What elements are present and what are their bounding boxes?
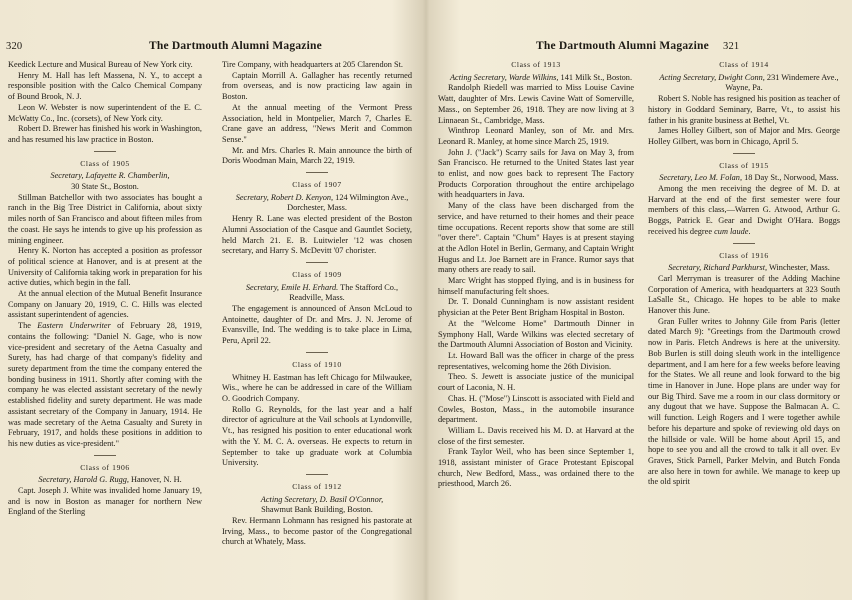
- divider: [306, 474, 328, 475]
- paragraph: Henry K. Norton has accepted a position as professor of political science at Hanover, and is at present at the University of California taking work in preparation for his active duties, which begin in the fall.: [8, 246, 202, 288]
- secretary-name: Acting Secretary, Warde Wilkins,: [449, 72, 559, 82]
- paragraph: Leon W. Webster is now superintendent of the E. C. McWatty Co., Inc. (corsets), of New York city.: [8, 102, 202, 123]
- paragraph: [648, 184, 840, 238]
- divider: [306, 352, 328, 353]
- secretary-address: Winchester, Mass.: [767, 263, 830, 273]
- paragraph: Dr. T. Donald Cunningham is now assistant resident physician at the Peter Bent Brigham Hospital in Boston.: [438, 297, 634, 318]
- secretary-address: The Stafford Co., Readville, Mass.: [289, 282, 399, 303]
- publication-title: Eastern Underwriter: [37, 321, 111, 331]
- divider: [94, 455, 116, 456]
- right-column-2: [648, 60, 840, 488]
- emphasis: cum laude: [714, 226, 749, 236]
- class-secretary: [438, 73, 634, 84]
- secretary-name: Secretary, Harold G. Rugg,: [38, 475, 129, 485]
- class-heading: Class of 1912: [292, 481, 342, 491]
- paragraph: Capt. Joseph J. White was invalided home January 19, and is now in Boston as manager for northern New England of the Sterling: [8, 486, 202, 517]
- page-number: 321: [723, 41, 740, 52]
- paragraph: Randolph Riedell was married to Miss Louise Cavine Watt, daughter of Mrs. Lewis Cavine Watt of Somerville, Mass., on September 26, 1918. They are now living at 3 Linnaean St., Cambridge, Mass.: [438, 83, 634, 125]
- paragraph: Carl Merryman is treasurer of the Adding Machine Corporation of America, with headquarters at 323 South LaSalle St., Chicago. He hopes to be able to make Hanover this June.: [648, 273, 840, 316]
- paragraph: Robert S. Noble has resigned his position as teacher of history in Goddard Seminary, Barre, Vt., to assist his father in his granite business at Bethel, Vt.: [648, 94, 840, 125]
- class-heading: Class of 1915: [719, 160, 769, 170]
- class-heading: Class of 1914: [719, 60, 769, 69]
- paragraph: At the annual election of the Mutual Benefit Insurance Company on January 20, 1919, C. C. Hills was elected assistant superintendent of agencies.: [8, 289, 202, 320]
- class-secretary: [222, 283, 412, 304]
- class-secretary: [8, 475, 202, 486]
- divider: [94, 151, 116, 152]
- magazine-title: The Dartmouth Alumni Magazine: [149, 40, 322, 52]
- secretary-name: Acting Secretary, D. Basil O'Connor,: [260, 494, 384, 504]
- text: of February 28, 1919, contains the following: "Daniel N. Gage, who is now vice-president and secretary of the Aetna Casualty and Surety, has had charge of that company's fidelity and surety department from the time the company entered the bonding business in 1911. Shortly after coming with the company he was elected assistant secretary of the newly established fidelity and surety department. He was made assistant secretary of the Company in January, 1914. He was made secretary of the Aetna Casualty and Surety in February, 1917, and holds these positions in addition to his new duties as vice-president.": [8, 321, 202, 448]
- page-number: 320: [6, 41, 23, 52]
- paragraph: Chas. H. ("Mose") Linscott is associated with Field and Cowles, Boston, Mass., in the automobile insurance department.: [438, 393, 634, 425]
- paragraph: Mr. and Mrs. Charles R. Main announce the birth of Doris Woodman Main, March 22, 1919.: [222, 145, 412, 166]
- class-heading: Class of 1905: [80, 158, 130, 168]
- paragraph: Tire Company, with headquarters at 205 Clarendon St.: [222, 60, 403, 69]
- paragraph: William L. Davis received his M. D. at Harvard at the close of the first semester.: [438, 425, 634, 446]
- paragraph: Winthrop Leonard Manley, son of Mr. and Mrs. Leonard R. Manley, at home since March 25, 1919.: [438, 126, 634, 146]
- secretary-name: Acting Secretary, Dwight Conn,: [659, 72, 765, 82]
- class-heading: Class of 1910: [292, 359, 342, 369]
- right-page: [426, 0, 852, 600]
- class-heading: Class of 1906: [80, 462, 130, 472]
- divider: [306, 262, 328, 263]
- class-secretary: [648, 263, 840, 274]
- text: Among the men receiving the degree of M. D. at Harvard at the end of the first semester were four members of this class,—Warren G. Atwood, Arthur G. Boggs, Patrick E. Gear and Dwight O'Hara. Boggs received his degree: [648, 184, 840, 236]
- paragraph: James Holley Gilbert, son of Major and Mrs. George Holley Gilbert, was born in Chicago, April 5.: [648, 126, 840, 146]
- paragraph: Stillman Batchellor with two associates has bought a ranch in the Big Tree District in California, about sixty miles north of San Francisco and about fifteen miles from the coast. He says he intends to give up his profession as mining engineer.: [8, 192, 202, 245]
- paragraph: Gran Fuller writes to Johnny Gile from Paris (letter dated March 9): "Greetings from the Dartmouth crowd now in Paris. Fletch Andrews is here at the university. Bob Burlen is still doing sleuth work in the intelligence department, and I am here for a few weeks before leaving for the States. We all reune and look forward to the big time in Hanover in June. Hope plans are under way for our Big Third. Save me a room in our class dormitory or any dugout that we have. Suppose the Balmacan A. C. will function. Leigh Rogers and I were together awhile before his departure and spoke of reviewing old days on the hillside or vale. Will be home about April 15, and hope to see you and all the crowd to talk it all over. Ev Graves, Stick Parnell, Parker Melvin, and Butch Fonda are also here in town for awhile. We manage to keep up the old spirit: [648, 316, 840, 487]
- class-secretary: [222, 495, 412, 516]
- paragraph: At the annual meeting of the Vermont Press Association, held in Montpelier, March 7, Charles E. Crane gave an address, "News Merit and Common Sense.": [222, 102, 412, 144]
- paragraph: John J. ("Jack") Scarry sails for Java on May 3, from San Francisco. He returned to the United States last year to enlist, and now goes back to represent The Factory Products Corporation throughout the entire archipelago with headquarters in Java.: [438, 147, 634, 200]
- class-secretary: [648, 173, 840, 184]
- secretary-name: Secretary, Lafayette R. Chamberlin,: [50, 171, 170, 181]
- class-secretary: [8, 171, 202, 192]
- paragraph: Whitney H. Eastman has left Chicago for Milwaukee, Wis., where he can be addressed in care of the William O. Goodrich Company.: [222, 372, 412, 403]
- secretary-address: 30 State St., Boston.: [71, 182, 139, 192]
- secretary-address: 141 Milk St., Boston.: [558, 72, 633, 82]
- paragraph: At the "Welcome Home" Dartmouth Dinner in Symphony Hall, Warde Wilkins was elected secretary of the Dartmouth Alumni Association of Boston and Vicinity.: [438, 318, 634, 350]
- paragraph: The engagement is announced of Anson McLoud to Antoinette, daughter of Dr. and Mrs. J. N. Jerome of Evansville, Ind. The wedding is to take place in Lima, Peru, April 22.: [222, 304, 412, 346]
- paragraph: Keedick Lecture and Musical Bureau of New York city.: [8, 60, 193, 69]
- secretary-address: Shawmut Bank Building, Boston.: [261, 505, 373, 515]
- class-secretary: [648, 73, 840, 94]
- paragraph: Many of the class have been discharged from the service, and have returned to their homes and their peace time occupations. Recent reports show that some are still "over there". Captain "Chum" Hayes is at present staying at the Adlon Hotel in Berlin, Germany, and Captain Wright Hugus and Lt. Joe Barnett are in France. Rumor says that many others are ready to sail.: [438, 201, 634, 275]
- secretary-name: Secretary, Emile H. Erhard.: [245, 282, 339, 292]
- divider: [733, 153, 755, 154]
- secretary-address: 18 Day St., Norwood, Mass.: [742, 173, 839, 183]
- paragraph: Frank Taylor Weil, who has been since September 1, 1918, assistant minister of Grace Protestant Episcopal church, New Bedford, Mass., was ordained there to the priesthood, March 26.: [438, 447, 634, 489]
- paragraph: Henry R. Lane was elected president of the Boston Alumni Association of the Casque and Gauntlet Society, held March 21. E. B. Luitwieler '12 was chosen secretary, and Harry S. McDevitt '07 chorister.: [222, 214, 412, 256]
- text: .: [748, 226, 751, 236]
- paragraph: Rollo G. Reynolds, for the last year and a half director of agriculture at the Vail schools at Lyndonville, Vt., has resigned his position to enter educational work with the Y. M. C. A. overseas. He expects to return in September to take up graduate work at Columbia University.: [222, 404, 412, 468]
- paragraph: Robert D. Brewer has finished his work in Washington, and has resumed his law practice in Boston.: [8, 124, 202, 144]
- paragraph: Lt. Howard Ball was the officer in charge of the press representatives, welcoming home the 26th Division.: [438, 350, 634, 371]
- class-heading: Class of 1916: [719, 250, 769, 260]
- left-column-2: [222, 60, 412, 548]
- class-heading: Class of 1907: [292, 180, 342, 190]
- paragraph: Captain Morrill A. Gallagher has recently returned from overseas, and is now practicing law again in Boston.: [222, 70, 412, 102]
- paragraph: Rev. Hermann Lohmann has resigned his pastorate at Irving, Mass., to become pastor of the Congregational church at Whately, Mass.: [222, 516, 412, 547]
- paragraph: Henry M. Hall has left Massena, N. Y., to accept a responsible position with the Calco Chemical Company of Bound Brook, N. J.: [8, 70, 202, 102]
- secretary-address: 231 Windemere Ave., Wayne, Pa.: [725, 72, 839, 93]
- paragraph: Theo. S. Jewett is associate justice of the municipal court of Laconia, N. H.: [438, 372, 634, 393]
- secretary-name: Secretary, Richard Parkhurst,: [668, 263, 768, 273]
- magazine-title: The Dartmouth Alumni Magazine: [536, 40, 709, 52]
- paragraph: Marc Wright has stopped flying, and is in business for himself manufacturing felt shoes.: [438, 276, 634, 296]
- divider: [306, 172, 328, 173]
- class-heading: Class of 1913: [511, 60, 561, 69]
- secretary-name: Secretary, Leo M. Folan,: [659, 173, 743, 183]
- left-column-1: [8, 60, 202, 518]
- secretary-address: Hanover, N. H.: [128, 475, 182, 485]
- secretary-name: Secretary, Robert D. Kenyon,: [235, 192, 334, 202]
- divider: [733, 243, 755, 244]
- class-secretary: [222, 193, 412, 214]
- paragraph: [8, 321, 202, 449]
- right-column-1: [438, 60, 634, 490]
- secretary-address: 124 Wilmington Ave., Dorchester, Mass.: [287, 192, 409, 213]
- text: The: [18, 321, 38, 331]
- class-heading: Class of 1909: [292, 269, 342, 279]
